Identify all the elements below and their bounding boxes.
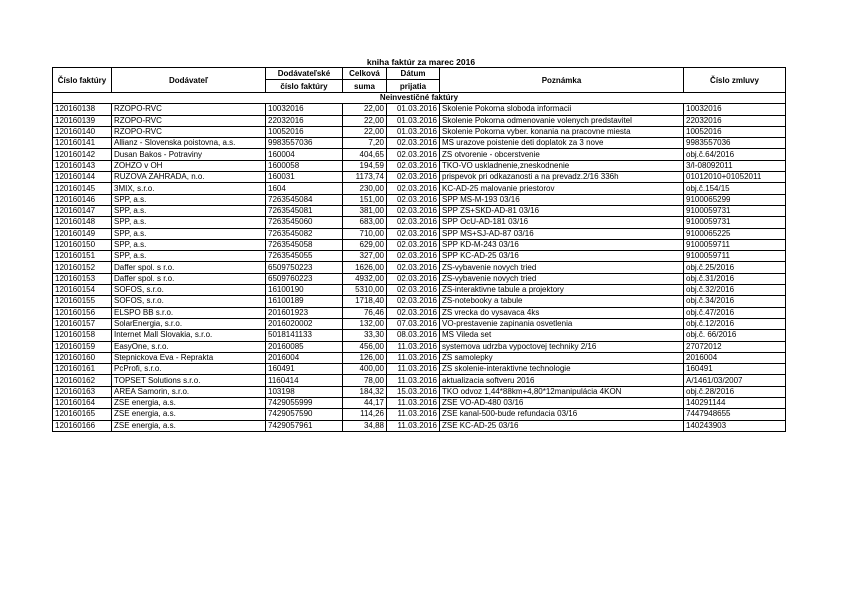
supplier-cell: ELSPO BB s.r.o. xyxy=(112,307,266,318)
supplier-cell: Stepnickova Eva - Reprakta xyxy=(112,352,266,363)
date-cell: 02.03.2016 xyxy=(387,194,440,205)
note-cell: ZS vrecka do vysavaca 4ks xyxy=(440,307,684,318)
table-row xyxy=(53,296,786,307)
total-cell: 78,00 xyxy=(343,375,387,386)
date-cell: 11.03.2016 xyxy=(387,375,440,386)
invoice-no-cell: 120160153 xyxy=(53,273,112,284)
note-cell: SPP OcU-AD-181 03/16 xyxy=(440,217,684,228)
header-date-line2: prijatia xyxy=(387,80,440,93)
invoice-no-cell: 120160164 xyxy=(53,398,112,409)
table-row xyxy=(53,138,786,149)
invoice-no-cell: 120160157 xyxy=(53,318,112,329)
total-cell: 151,00 xyxy=(343,194,387,205)
date-cell: 02.03.2016 xyxy=(387,149,440,160)
supplier-cell: SPP, a.s. xyxy=(112,251,266,262)
table-row xyxy=(53,239,786,250)
supplier-cell: SOFOS, s.r.o. xyxy=(112,296,266,307)
supplier-cell: Daffer spol. s r.o. xyxy=(112,273,266,284)
supplier-invoice-no-cell: 7263545082 xyxy=(266,228,343,239)
table-row xyxy=(53,398,786,409)
date-cell: 07.03.2016 xyxy=(387,318,440,329)
total-cell: 710,00 xyxy=(343,228,387,239)
total-cell: 34,88 xyxy=(343,420,387,431)
total-cell: 22,00 xyxy=(343,126,387,137)
supplier-cell: RZOPO-RVC xyxy=(112,126,266,137)
supplier-cell: SPP, a.s. xyxy=(112,205,266,216)
supplier-invoice-no-cell: 160031 xyxy=(266,172,343,183)
contract-no-cell: 7447948655 xyxy=(684,409,786,420)
total-cell: 194,59 xyxy=(343,160,387,171)
date-cell: 02.03.2016 xyxy=(387,307,440,318)
supplier-cell: RUZOVA ZAHRADA, n.o. xyxy=(112,172,266,183)
date-cell: 02.03.2016 xyxy=(387,262,440,273)
note-cell: aktualizacia softveru 2016 xyxy=(440,375,684,386)
contract-no-cell: obj.č.32/2016 xyxy=(684,285,786,296)
supplier-invoice-no-cell: 1604 xyxy=(266,183,343,194)
date-cell: 11.03.2016 xyxy=(387,341,440,352)
note-cell: ZSE KC-AD-25 03/16 xyxy=(440,420,684,431)
supplier-cell: Internet Mall Slovakia, s.r.o. xyxy=(112,330,266,341)
date-cell: 11.03.2016 xyxy=(387,364,440,375)
invoice-no-cell: 120160149 xyxy=(53,228,112,239)
header-date-line1: Dátum xyxy=(387,68,440,80)
supplier-invoice-no-cell: 7263545081 xyxy=(266,205,343,216)
contract-no-cell: 9100059731 xyxy=(684,217,786,228)
contract-no-cell: 10032016 xyxy=(684,104,786,115)
supplier-cell: ZSE energia, a.s. xyxy=(112,398,266,409)
invoice-no-cell: 120160145 xyxy=(53,183,112,194)
supplier-cell: EasyOne, s.r.o. xyxy=(112,341,266,352)
supplier-cell: TOPSET Solutions s.r.o. xyxy=(112,375,266,386)
note-cell: ZSE VO-AD-480 03/16 xyxy=(440,398,684,409)
total-cell: 44,17 xyxy=(343,398,387,409)
table-row xyxy=(53,341,786,352)
note-cell: TKO odvoz 1,44*88km+4,80*12manipulácia 4KON xyxy=(440,386,684,397)
table-row xyxy=(53,273,786,284)
supplier-invoice-no-cell: 5018141133 xyxy=(266,330,343,341)
invoice-no-cell: 120160146 xyxy=(53,194,112,205)
date-cell: 02.03.2016 xyxy=(387,160,440,171)
contract-no-cell: obj.č.64/2016 xyxy=(684,149,786,160)
contract-no-cell: 22032016 xyxy=(684,115,786,126)
invoice-no-cell: 120160141 xyxy=(53,138,112,149)
supplier-cell: ZOHZO v OH xyxy=(112,160,266,171)
contract-no-cell: 9100059731 xyxy=(684,205,786,216)
table-row xyxy=(53,104,786,115)
date-cell: 01.03.2016 xyxy=(387,126,440,137)
table-row xyxy=(53,330,786,341)
table-row xyxy=(53,172,786,183)
date-cell: 11.03.2016 xyxy=(387,398,440,409)
table-row xyxy=(53,307,786,318)
invoice-no-cell: 120160140 xyxy=(53,126,112,137)
header-note: Poznámka xyxy=(440,68,684,93)
invoice-no-cell: 120160158 xyxy=(53,330,112,341)
table-row xyxy=(53,364,786,375)
invoice-no-cell: 120160165 xyxy=(53,409,112,420)
contract-no-cell: 10052016 xyxy=(684,126,786,137)
contract-no-cell: 9100065299 xyxy=(684,194,786,205)
contract-no-cell: obj.č.34/2016 xyxy=(684,296,786,307)
contract-no-cell: 3/I-08092011 xyxy=(684,160,786,171)
supplier-cell: AREA Samorin, s.r.o. xyxy=(112,386,266,397)
invoice-no-cell: 120160148 xyxy=(53,217,112,228)
note-cell: MS urazove poistenie deti doplatok za 3 nove xyxy=(440,138,684,149)
table-header-row xyxy=(53,68,786,80)
total-cell: 22,00 xyxy=(343,104,387,115)
supplier-cell: Dusan Bakos - Potraviny xyxy=(112,149,266,160)
total-cell: 230,00 xyxy=(343,183,387,194)
supplier-cell: ZSE energia, a.s. xyxy=(112,420,266,431)
contract-no-cell: obj.č.12/2016 xyxy=(684,318,786,329)
note-cell: ZS-interaktivne tabule a projektory xyxy=(440,285,684,296)
date-cell: 11.03.2016 xyxy=(387,352,440,363)
total-cell: 400,00 xyxy=(343,364,387,375)
document-title: kniha faktúr za marec 2016 xyxy=(366,57,476,67)
supplier-invoice-no-cell: 6509750223 xyxy=(266,262,343,273)
note-cell: ZS samolepky xyxy=(440,352,684,363)
supplier-invoice-no-cell: 10032016 xyxy=(266,104,343,115)
contract-no-cell: obj.č.25/2016 xyxy=(684,262,786,273)
contract-no-cell: obj.č.154/15 xyxy=(684,183,786,194)
supplier-invoice-no-cell: 16100190 xyxy=(266,285,343,296)
note-cell: SPP MS-M-193 03/16 xyxy=(440,194,684,205)
date-cell: 01.03.2016 xyxy=(387,104,440,115)
total-cell: 456,00 xyxy=(343,341,387,352)
invoice-no-cell: 120160156 xyxy=(53,307,112,318)
note-cell: ZSE kanal-500-bude refundacia 03/16 xyxy=(440,409,684,420)
supplier-invoice-no-cell: 1160414 xyxy=(266,375,343,386)
table-row xyxy=(53,126,786,137)
total-cell: 404,65 xyxy=(343,149,387,160)
note-cell: ZS-vybavenie novych tried xyxy=(440,262,684,273)
supplier-invoice-no-cell: 160004 xyxy=(266,149,343,160)
supplier-invoice-no-cell: 7263545060 xyxy=(266,217,343,228)
contract-no-cell: 01012010+01052011 xyxy=(684,172,786,183)
supplier-invoice-no-cell: 6509760223 xyxy=(266,273,343,284)
section-row xyxy=(53,93,786,104)
contract-no-cell: A/1461/03/2007 xyxy=(684,375,786,386)
table-row xyxy=(53,183,786,194)
supplier-invoice-no-cell: 7263545055 xyxy=(266,251,343,262)
invoice-no-cell: 120160150 xyxy=(53,239,112,250)
total-cell: 1718,40 xyxy=(343,296,387,307)
supplier-cell: 3MIX, s.r.o. xyxy=(112,183,266,194)
supplier-cell: SPP, a.s. xyxy=(112,217,266,228)
table-row xyxy=(53,149,786,160)
supplier-cell: SPP, a.s. xyxy=(112,194,266,205)
table-row xyxy=(53,386,786,397)
note-cell: systemova udrzba vypoctovej techniky 2/16 xyxy=(440,341,684,352)
header-invoice-no: Číslo faktúry xyxy=(53,68,112,93)
table-row xyxy=(53,217,786,228)
invoice-no-cell: 120160163 xyxy=(53,386,112,397)
invoice-no-cell: 120160143 xyxy=(53,160,112,171)
supplier-invoice-no-cell: 160491 xyxy=(266,364,343,375)
invoice-no-cell: 120160162 xyxy=(53,375,112,386)
invoice-no-cell: 120160142 xyxy=(53,149,112,160)
total-cell: 4932,00 xyxy=(343,273,387,284)
total-cell: 327,00 xyxy=(343,251,387,262)
header-supplier-invoice-no-line1: Dodávateľské xyxy=(266,68,343,80)
contract-no-cell: 160491 xyxy=(684,364,786,375)
total-cell: 629,00 xyxy=(343,239,387,250)
note-cell: ZS otvorenie - obcerstvenie xyxy=(440,149,684,160)
note-cell: VO-prestavenie zapinania osvetlenia xyxy=(440,318,684,329)
date-cell: 02.03.2016 xyxy=(387,239,440,250)
table-row xyxy=(53,205,786,216)
supplier-invoice-no-cell: 7263545058 xyxy=(266,239,343,250)
section-label: Neinvestičné faktúry xyxy=(53,93,786,104)
header-contract-no: Číslo zmluvy xyxy=(684,68,786,93)
invoice-no-cell: 120160139 xyxy=(53,115,112,126)
supplier-invoice-no-cell: 103198 xyxy=(266,386,343,397)
invoice-no-cell: 120160166 xyxy=(53,420,112,431)
total-cell: 7,20 xyxy=(343,138,387,149)
date-cell: 02.03.2016 xyxy=(387,205,440,216)
total-cell: 5310,00 xyxy=(343,285,387,296)
table-row xyxy=(53,409,786,420)
note-cell: ZS-vybavenie novych tried xyxy=(440,273,684,284)
contract-no-cell: 27072012 xyxy=(684,341,786,352)
date-cell: 11.03.2016 xyxy=(387,420,440,431)
supplier-invoice-no-cell: 2016020002 xyxy=(266,318,343,329)
date-cell: 15.03.2016 xyxy=(387,386,440,397)
invoice-no-cell: 120160147 xyxy=(53,205,112,216)
table-row xyxy=(53,262,786,273)
contract-no-cell: 2016004 xyxy=(684,352,786,363)
total-cell: 683,00 xyxy=(343,217,387,228)
contract-no-cell: 9100065225 xyxy=(684,228,786,239)
total-cell: 381,00 xyxy=(343,205,387,216)
date-cell: 02.03.2016 xyxy=(387,138,440,149)
date-cell: 02.03.2016 xyxy=(387,217,440,228)
header-total-line2: suma xyxy=(343,80,387,93)
supplier-invoice-no-cell: 7429055999 xyxy=(266,398,343,409)
date-cell: 01.03.2016 xyxy=(387,115,440,126)
note-cell: SPP KC-AD-25 03/16 xyxy=(440,251,684,262)
invoice-table xyxy=(52,67,786,432)
total-cell: 1626,00 xyxy=(343,262,387,273)
table-row xyxy=(53,160,786,171)
note-cell: KC-AD-25 malovanie priestorov xyxy=(440,183,684,194)
table-row xyxy=(53,251,786,262)
invoice-no-cell: 120160161 xyxy=(53,364,112,375)
invoice-no-cell: 120160152 xyxy=(53,262,112,273)
invoice-no-cell: 120160138 xyxy=(53,104,112,115)
contract-no-cell: obj.č.47/2016 xyxy=(684,307,786,318)
supplier-invoice-no-cell: 7429057961 xyxy=(266,420,343,431)
date-cell: 02.03.2016 xyxy=(387,183,440,194)
date-cell: 02.03.2016 xyxy=(387,296,440,307)
note-cell: ZS skolenie-interaktivne technologie xyxy=(440,364,684,375)
table-row xyxy=(53,194,786,205)
supplier-cell: PcProfi, s.r.o. xyxy=(112,364,266,375)
note-cell: TKO-VO uskladnenie,zneskodnenie xyxy=(440,160,684,171)
total-cell: 132,00 xyxy=(343,318,387,329)
supplier-invoice-no-cell: 7263545084 xyxy=(266,194,343,205)
date-cell: 02.03.2016 xyxy=(387,273,440,284)
note-cell: prispevok pri odkazanosti a na prevadz.2/16 336h xyxy=(440,172,684,183)
table-row xyxy=(53,352,786,363)
note-cell: ZS-notebooky a tabule xyxy=(440,296,684,307)
supplier-cell: ZSE energia, a.s. xyxy=(112,409,266,420)
supplier-invoice-no-cell: 16100189 xyxy=(266,296,343,307)
contract-no-cell: obj.č.28/2016 xyxy=(684,386,786,397)
note-cell: MS Vileda set xyxy=(440,330,684,341)
contract-no-cell: obj.č. 66/2016 xyxy=(684,330,786,341)
table-row xyxy=(53,228,786,239)
supplier-invoice-no-cell: 1600058 xyxy=(266,160,343,171)
total-cell: 22,00 xyxy=(343,115,387,126)
date-cell: 02.03.2016 xyxy=(387,251,440,262)
date-cell: 02.03.2016 xyxy=(387,285,440,296)
table-row xyxy=(53,115,786,126)
header-supplier: Dodávateľ xyxy=(112,68,266,93)
supplier-invoice-no-cell: 201601923 xyxy=(266,307,343,318)
table-row xyxy=(53,285,786,296)
contract-no-cell: 9983557036 xyxy=(684,138,786,149)
supplier-invoice-no-cell: 7429057590 xyxy=(266,409,343,420)
invoice-no-cell: 120160151 xyxy=(53,251,112,262)
total-cell: 33,30 xyxy=(343,330,387,341)
note-cell: SPP KD-M-243 03/16 xyxy=(440,239,684,250)
supplier-invoice-no-cell: 20160085 xyxy=(266,341,343,352)
supplier-cell: SOFOS, s.r.o. xyxy=(112,285,266,296)
supplier-cell: SPP, a.s. xyxy=(112,239,266,250)
total-cell: 76,46 xyxy=(343,307,387,318)
supplier-cell: SolarEnergia, s.r.o. xyxy=(112,318,266,329)
supplier-cell: Allianz - Slovenska poistovna, a.s. xyxy=(112,138,266,149)
supplier-cell: RZOPO-RVC xyxy=(112,115,266,126)
note-cell: Skolenie Pokorna odmenovanie volenych predstavitel xyxy=(440,115,684,126)
date-cell: 02.03.2016 xyxy=(387,228,440,239)
table-row xyxy=(53,375,786,386)
contract-no-cell: 140291144 xyxy=(684,398,786,409)
note-cell: SPP MS+SJ-AD-87 03/16 xyxy=(440,228,684,239)
invoice-no-cell: 120160155 xyxy=(53,296,112,307)
note-cell: Skolenie Pokorna sloboda informacii xyxy=(440,104,684,115)
date-cell: 08.03.2016 xyxy=(387,330,440,341)
header-total-line1: Celková xyxy=(343,68,387,80)
total-cell: 126,00 xyxy=(343,352,387,363)
invoice-no-cell: 120160144 xyxy=(53,172,112,183)
contract-no-cell: 140243903 xyxy=(684,420,786,431)
supplier-cell: SPP, a.s. xyxy=(112,228,266,239)
supplier-cell: Daffer spol. s r.o. xyxy=(112,262,266,273)
supplier-invoice-no-cell: 2016004 xyxy=(266,352,343,363)
total-cell: 184,32 xyxy=(343,386,387,397)
contract-no-cell: obj.č.31/2016 xyxy=(684,273,786,284)
date-cell: 11.03.2016 xyxy=(387,409,440,420)
table-row xyxy=(53,318,786,329)
note-cell: SPP ZS+SKD-AD-81 03/16 xyxy=(440,205,684,216)
contract-no-cell: 9100059711 xyxy=(684,251,786,262)
invoice-no-cell: 120160160 xyxy=(53,352,112,363)
note-cell: Skolenie Pokorna vyber. konania na pracovne miesta xyxy=(440,126,684,137)
invoice-no-cell: 120160159 xyxy=(53,341,112,352)
supplier-invoice-no-cell: 22032016 xyxy=(266,115,343,126)
table-row xyxy=(53,420,786,431)
invoice-no-cell: 120160154 xyxy=(53,285,112,296)
total-cell: 114,26 xyxy=(343,409,387,420)
total-cell: 1173,74 xyxy=(343,172,387,183)
supplier-cell: RZOPO-RVC xyxy=(112,104,266,115)
date-cell: 02.03.2016 xyxy=(387,172,440,183)
supplier-invoice-no-cell: 9983557036 xyxy=(266,138,343,149)
supplier-invoice-no-cell: 10052016 xyxy=(266,126,343,137)
header-supplier-invoice-no-line2: číslo faktúry xyxy=(266,80,343,93)
contract-no-cell: 9100059711 xyxy=(684,239,786,250)
